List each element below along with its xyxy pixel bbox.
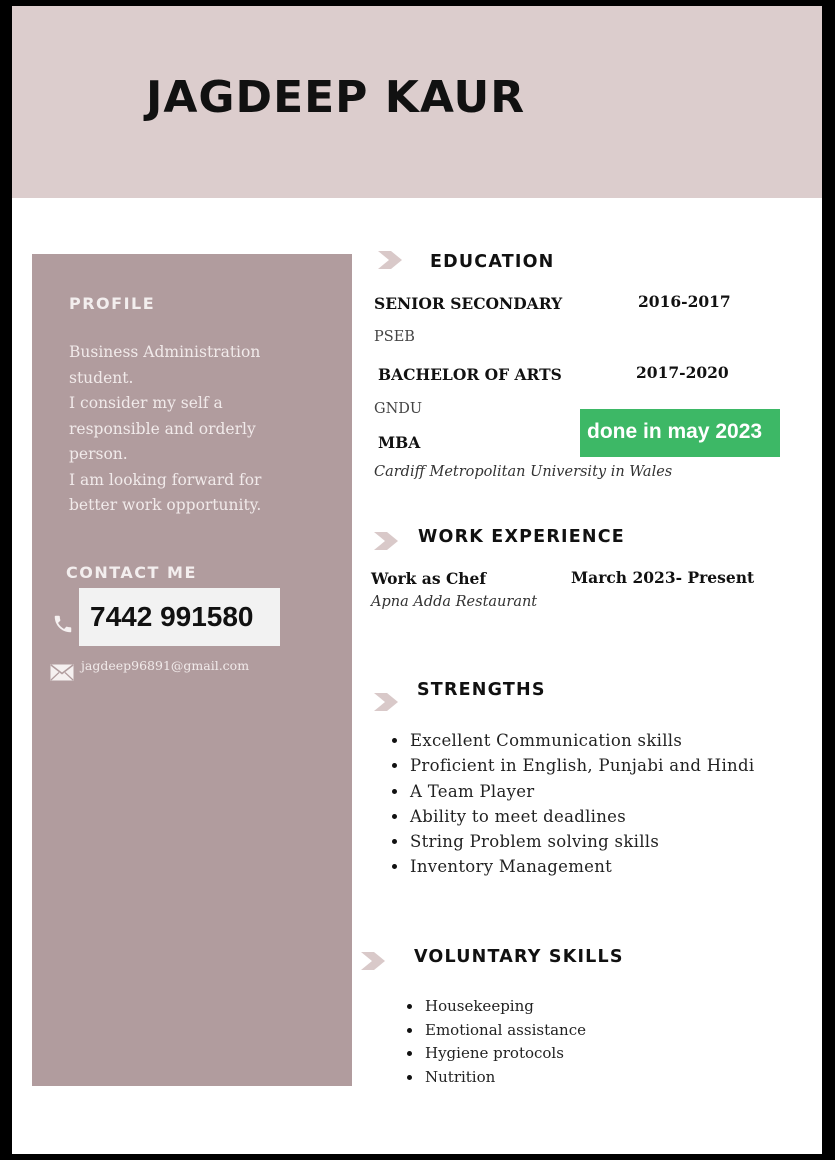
list-item: Nutrition — [425, 1066, 586, 1090]
profile-line: person. — [69, 445, 128, 463]
list-item: Inventory Management — [410, 854, 754, 879]
profile-heading: PROFILE — [69, 294, 156, 313]
profile-line: better work opportunity. — [69, 496, 262, 514]
list-item: String Problem solving skills — [410, 829, 754, 854]
work-heading: WORK EXPERIENCE — [418, 527, 625, 547]
education-years: 2016-2017 — [638, 292, 731, 311]
voluntary-list — [425, 995, 586, 1089]
education-years: 2017-2020 — [636, 363, 729, 382]
list-item: Proficient in English, Punjabi and Hindi — [410, 753, 754, 778]
chevron-right-icon — [372, 530, 400, 552]
phone-number: 7442 991580 — [90, 601, 254, 632]
profile-line: I consider my self a — [69, 394, 223, 412]
completion-note-highlight — [580, 409, 780, 457]
strengths-heading: STRENGTHS — [417, 680, 546, 700]
header-band — [12, 6, 822, 198]
list-item: Emotional assistance — [425, 1019, 586, 1043]
strengths-list — [410, 728, 754, 880]
voluntary-heading: VOLUNTARY SKILLS — [414, 947, 624, 967]
mail-icon — [50, 664, 74, 681]
list-item: Excellent Communication skills — [410, 728, 754, 753]
education-school: GNDU — [374, 401, 423, 417]
candidate-name: JAGDEEP KAUR — [146, 72, 526, 123]
list-item: A Team Player — [410, 779, 754, 804]
profile-text — [69, 340, 339, 519]
work-role: Work as Chef — [371, 569, 487, 588]
list-item: Hygiene protocols — [425, 1042, 586, 1066]
education-heading: EDUCATION — [430, 252, 555, 272]
education-degree: MBA — [378, 433, 421, 452]
email-address: jagdeep96891@gmail.com — [81, 658, 250, 673]
profile-line: student. — [69, 368, 134, 387]
education-degree: BACHELOR OF ARTS — [378, 365, 562, 384]
chevron-right-icon — [359, 950, 387, 972]
list-item: Ability to meet deadlines — [410, 804, 754, 829]
list-item: Housekeeping — [425, 995, 586, 1019]
education-school: Cardiff Metropolitan University in Wales — [374, 464, 673, 480]
education-school: PSEB — [374, 329, 415, 345]
education-degree: SENIOR SECONDARY — [374, 294, 563, 313]
work-place: Apna Adda Restaurant — [371, 594, 538, 610]
chevron-right-icon — [376, 249, 404, 271]
phone-icon — [52, 613, 74, 635]
sidebar — [32, 254, 352, 1086]
profile-line: Business Administration — [69, 343, 261, 361]
completion-note: done in may 2023 — [587, 420, 763, 443]
work-period: March 2023- Present — [571, 568, 755, 587]
contact-heading: CONTACT ME — [66, 563, 197, 582]
phone-highlight — [79, 588, 280, 646]
profile-line: I am looking forward for — [69, 470, 262, 489]
chevron-right-icon — [372, 691, 400, 713]
resume-page — [12, 6, 822, 1154]
profile-line: responsible and orderly — [69, 419, 256, 438]
